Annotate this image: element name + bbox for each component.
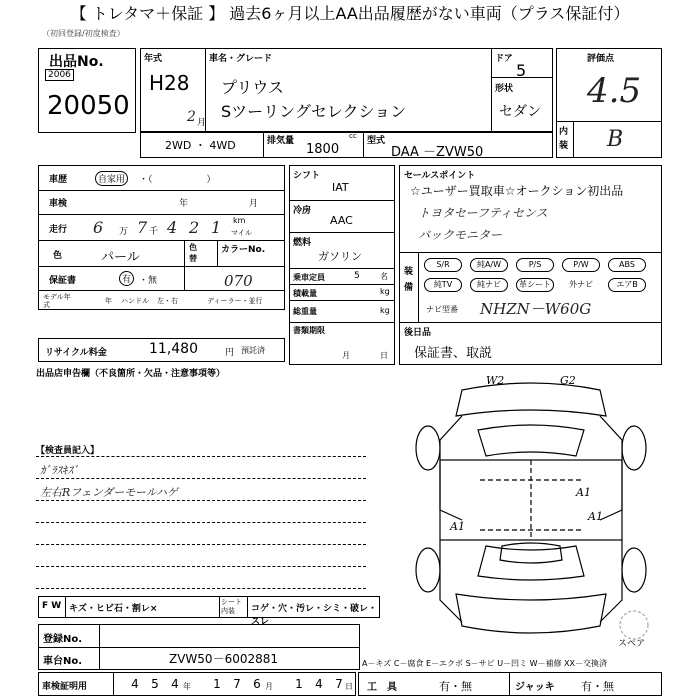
shift-value: IAT [332, 181, 349, 194]
model-year-label: モデル年式 [43, 293, 71, 309]
capacity-value: 5 [354, 271, 360, 281]
type-value: DAA －ZVW50 [391, 145, 484, 160]
handle-label: ハンドル [121, 297, 149, 305]
score-label: 評価点 [587, 54, 615, 64]
inspection-label: 車検 [49, 199, 68, 209]
seat-text: コゲ・穴・汚レ・シミ・破レ・スレ [251, 604, 378, 627]
damage-mark-g2: G2 [560, 374, 576, 387]
inspection-year: 年 [179, 199, 189, 209]
history-rest: ・（ ） [139, 175, 216, 185]
cert-digit-4: 1 [213, 677, 221, 691]
seat-label: シート内装 [221, 598, 242, 615]
color-change-label: 色替 [189, 243, 197, 263]
color-code: 070 [224, 272, 253, 290]
recycle-box [38, 338, 285, 362]
sales-line-2: トヨタセーフティセンス [418, 206, 548, 220]
cert-unit-year: 年 [183, 682, 191, 691]
doors-label: ドア [495, 54, 513, 64]
cert-digit-9: 7 [335, 677, 343, 691]
sales-line-1: ☆ユーザー買取車☆オークション初出品 [410, 184, 624, 198]
top-cut-text: （初回登録/初度検査） [42, 29, 125, 38]
model-label: 車名・グレード [209, 54, 273, 64]
color-code-label: カラーNo. [221, 245, 266, 255]
displacement-unit: cc [349, 132, 357, 140]
tools-value: 有・無 [439, 680, 472, 693]
dealer-value: ディーラー・並行 [207, 297, 263, 305]
warranty-rest: ・無 [139, 276, 158, 286]
sales-line-3: バックモニター [418, 228, 503, 242]
shape-label: 形状 [495, 84, 514, 94]
equip-navi: 純ナビ [470, 278, 508, 292]
score-value: 4.5 [587, 71, 642, 111]
aircon-label: 冷房 [293, 206, 312, 216]
navi-label: ナビ型番 [426, 305, 458, 314]
mileage-sen: 7 [137, 218, 148, 237]
recycle-note: 預託済 [241, 346, 265, 355]
mileage-digit-1: 4 [167, 218, 178, 237]
mileage-unit-mile: マイル [231, 229, 252, 237]
cert-digit-5: 7 [233, 677, 241, 691]
equip-awheel: 純A/W [470, 258, 508, 272]
type-label: 型式 [367, 136, 386, 146]
lot-label: 出品No. [49, 54, 104, 70]
header-title: 【 トレタマ＋保証 】 過去6ヶ月以上AA出品履歴がない車両（プラス保証付） [70, 4, 630, 23]
lot-box [38, 48, 136, 133]
cert-digit-1: 4 [131, 677, 139, 691]
mileage-unit-km: km [233, 216, 246, 225]
mileage-digit-3: 1 [211, 218, 222, 237]
color-label: 色 [53, 251, 63, 261]
capacity-label: 乗車定員 [293, 273, 325, 282]
model-name: プリウス [221, 78, 284, 97]
fuel-value: ガソリン [318, 250, 362, 263]
equipment-label: 装備 [404, 267, 414, 293]
fuel-label: 燃料 [293, 238, 312, 248]
shape-value: セダン [499, 104, 542, 120]
history-value: 自家用 [95, 171, 128, 186]
equip-abs: ABS [608, 258, 646, 272]
chassis-value: ZVW50－6002881 [169, 652, 279, 666]
after-label: 後日品 [404, 328, 432, 338]
fw-label: F W [42, 601, 62, 611]
recycle-unit: 円 [225, 348, 235, 358]
cert-digit-8: 4 [315, 677, 323, 691]
displacement-value: 1800 [306, 142, 340, 157]
equip-ps: P/S [516, 258, 554, 272]
cert-unit-day: 日 [345, 682, 353, 691]
fw-row [38, 596, 380, 627]
shift-label: シフト [293, 171, 321, 181]
jack-value: 有・無 [581, 680, 614, 693]
equip-pw: P/W [562, 258, 600, 272]
sales-label: セールスポイント [404, 171, 476, 181]
gross-label: 総重量 [293, 307, 317, 316]
spec-row [140, 131, 553, 158]
cert-unit-month: 月 [265, 682, 273, 691]
mileage-digit-2: 2 [189, 218, 200, 237]
aircon-value: AAC [330, 214, 353, 227]
year-label: 年式 [144, 54, 163, 64]
info-box [38, 165, 285, 310]
handle-value: 左・右 [157, 297, 178, 305]
model-grade: Sツーリングセレクション [221, 102, 407, 121]
color-value: パール [101, 250, 140, 265]
cert-label: 車検証明用 [42, 682, 88, 692]
fw-text: キズ・ヒビ石・割レ× [69, 604, 158, 614]
chassis-label: 車台No. [43, 656, 83, 667]
cert-digit-2: 5 [151, 677, 159, 691]
displacement-label: 排気量 [267, 136, 295, 146]
warranty-label: 保証書 [49, 276, 77, 286]
capacity-unit: 名 [380, 272, 388, 281]
spec-box [289, 165, 395, 365]
warranty-value: 有 [119, 271, 134, 286]
year-value: H28 [149, 71, 190, 95]
score-box [556, 48, 662, 158]
recycle-label: リサイクル料金 [45, 348, 107, 358]
mileage-sen-unit: 千 [149, 227, 159, 237]
mileage-label: 走行 [49, 225, 68, 235]
year-month: 2 [187, 109, 196, 125]
mileage-man: 6 [93, 218, 104, 237]
year-month-unit: 月 [197, 118, 207, 128]
interior-value: B [607, 127, 624, 152]
car-damage-diagram [400, 370, 662, 670]
seller-notes-label: 出品店申告欄（不良箇所・欠品・注意事項等） [36, 369, 226, 379]
inspector-line-2: 左右Rフェンダーモールハゲ [40, 486, 178, 499]
mileage-man-unit: 万 [119, 227, 129, 237]
equip-ext-navi: 外ナビ [562, 278, 600, 292]
damage-mark-w2: W2 [486, 374, 505, 387]
load-label: 積載量 [293, 289, 317, 298]
expiry-day: 日 [380, 351, 388, 360]
cert-digit-7: 1 [295, 677, 303, 691]
tools-label: 工 具 [367, 682, 397, 693]
sales-box [399, 165, 662, 365]
lot-sub: 2006 [45, 69, 74, 81]
doors-value: 5 [516, 61, 527, 80]
damage-legend: A－キズ C－腐食 E－エクボ S－サビ U－凹ミ W－補修 XX－交換済 [362, 659, 608, 668]
damage-mark-a1-left: A1 [450, 520, 465, 533]
tools-row [358, 672, 662, 696]
interior-label: 内装 [559, 127, 569, 151]
inspection-month: 月 [249, 199, 259, 209]
gross-unit: kg [380, 306, 390, 315]
after-value: 保証書、取説 [414, 346, 493, 361]
expiry-label: 書類期限 [293, 326, 325, 335]
load-unit: kg [380, 287, 390, 296]
drive-value: 2WD ・ 4WD [165, 139, 236, 152]
cert-digit-6: 6 [253, 677, 261, 691]
registration-label: 登録No. [43, 634, 83, 645]
damage-mark-a1-right-2: A1 [588, 510, 603, 523]
equip-airbag: エアB [608, 278, 646, 292]
navi-value: NHZN－W60G [480, 300, 592, 318]
spare-label: スペア [618, 639, 646, 649]
history-label: 車歴 [49, 175, 68, 185]
damage-mark-a1-right-1: A1 [576, 486, 591, 499]
equip-leather: 革シート [516, 278, 554, 292]
model-year-year: 年 [105, 297, 112, 305]
lot-number: 20050 [47, 91, 130, 121]
cert-digit-3: 4 [171, 677, 179, 691]
equip-tv: 純TV [424, 278, 462, 292]
recycle-value: 11,480 [149, 341, 198, 357]
registration-box [38, 624, 360, 670]
jack-label: ジャッキ [515, 682, 555, 693]
expiry-month: 月 [342, 351, 350, 360]
main-top-box [140, 48, 553, 133]
cert-row [38, 672, 356, 696]
equip-sr: S/R [424, 258, 462, 272]
inspector-line-1: ｶﾞﾗｽｷｽﾞ [40, 464, 79, 477]
inspector-label: 【検査員記入】 [36, 446, 100, 456]
